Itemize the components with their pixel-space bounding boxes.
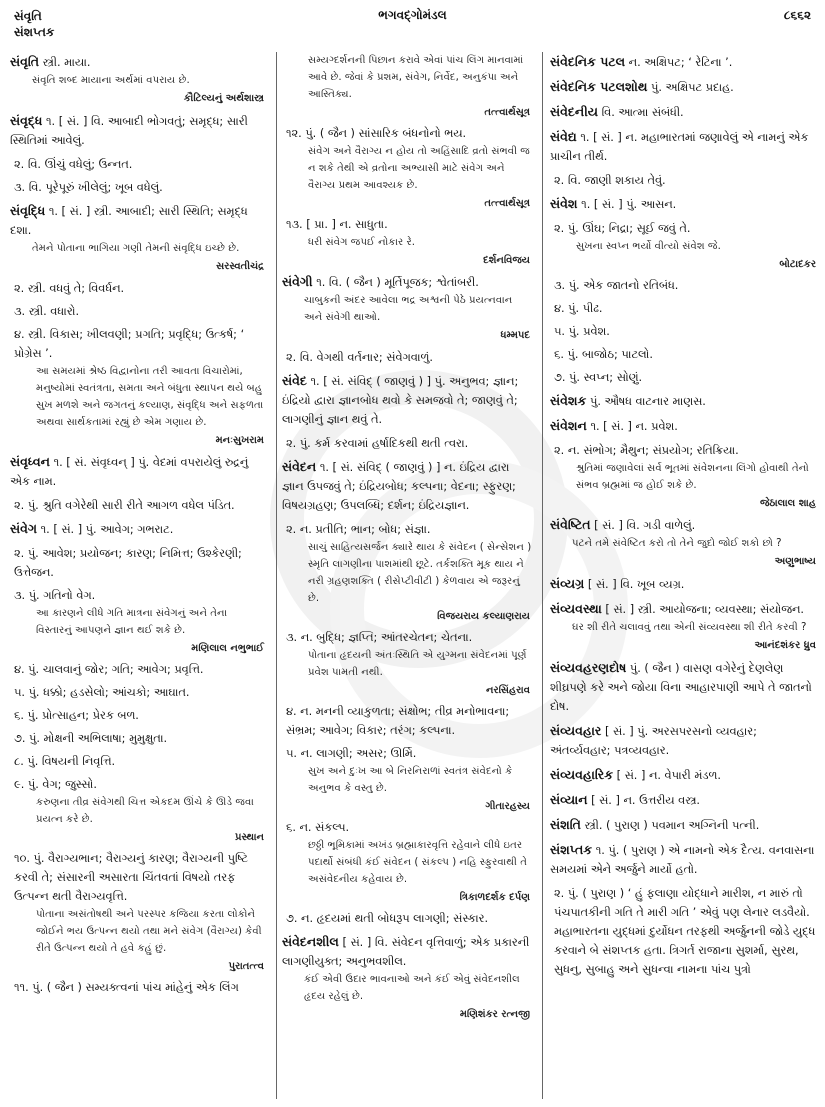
entry-sense (14, 325, 266, 448)
definition-text: પું. ( જૈન ) વાસણ વગેરેનું દેણલેણ શીઘ્રપણે કરે અને જોયા વિના આહારપાણી આપે તે જાતનો દોષ. (550, 662, 812, 713)
definition-text: ૧. [ સં. ] પું. આસન. (581, 198, 677, 211)
definition-text: ૧. [ સં. ] પું. આવેગ; ગભરાટ. (40, 523, 174, 536)
headword: સંવેષ્ટિત (550, 517, 591, 532)
dictionary-entry (550, 416, 818, 436)
dictionary-entry (550, 77, 818, 97)
headword: સંવેદન (282, 459, 317, 474)
entry-sense (14, 544, 266, 582)
dictionary-entry (282, 371, 532, 429)
dictionary-entry (550, 658, 818, 716)
headword: સંવેદનિક પટલશોથ (550, 79, 648, 94)
quote-source: મણિલાલ નભુભાઈ (191, 643, 264, 654)
example-quote: પોતાના અસંતોષથી અને પરસ્પર કજિયા કરતા લોકોને જોઈને ભય ઉત્પન્ન થયો તથા મને સંવેગ (વૈરાગ્ય) કેવી રીતે ઉત્પન્ન થયો તે હવે કહું છું. (36, 909, 262, 954)
column-3 (550, 52, 818, 1107)
example-quote: કરુણના તીવ્ર સંવેગથી ચિત્ત એકદમ ઊંચે કે ઊડે જવા પ્રયત્ન કરે છે. (36, 797, 254, 825)
definition-text: ૧. વિ. ( જૈન ) મૂર્તિપૂજક; શ્વેતાંબરી. (316, 276, 479, 289)
quote-source: ગીતારહસ્ય (485, 801, 530, 812)
quote-source: વિજયરાય કલ્યાણરાય (437, 611, 530, 622)
headword: સંવેગી (282, 274, 313, 289)
sense-definition: ૮. પું. વિષયની નિવૃત્તિ. (14, 755, 116, 768)
sense-definition: ૪. સ્ત્રી. વિકાસ; ખીલવણી; પ્રગતિ; પ્રવૃદ્ધિ; ઉત્કર્ષ; ‘ પ્રોગ્રેસ ’. (14, 328, 245, 360)
entry-sense (14, 279, 266, 298)
sense-definition: ૨. વિ. ઊંચું વધેલું; ઉન્નત. (14, 158, 133, 171)
headword: સંવ્યગ્ર (550, 576, 585, 591)
sense-definition: ૩. ન. બુદ્ધિ; જ્ઞપ્તિ; આંતરચેતન; ચેતના. (286, 631, 473, 644)
headword: સંવેશ (550, 196, 578, 211)
headword: સંવ્યાન (550, 792, 588, 807)
headword: સંશતિ (550, 817, 581, 832)
dictionary-entry (550, 790, 818, 810)
example-quote: સંવૃતિ શબ્દ માયાના અર્થમાં વપરાય છે. (32, 75, 190, 86)
entry-sense (286, 52, 532, 120)
sense-definition: ૧૨. પું. ( જૈન ) સાંસારિક બંધનોનો ભય. (286, 127, 467, 140)
column-1 (10, 52, 272, 1107)
sense-definition: ૨. પું. આવેશ; પ્રયોજન; કારણ; નિમિત્ત; ઉશ્કેરણી; ઉત્તેજન. (14, 547, 242, 579)
dictionary-entry (550, 391, 818, 411)
sense-definition: ૨. પું. ( પુરાણ ) ‘ હું ફલાણા યોદ્ધાને મારીશ, ન મારું તો પંચપાતકીની ગતિ તે મારી ગતિ ’ એવું પણ લેનાર લડવૈયો. મહાભારતના યુદ્ધમાં દુર્યોધન તરફથી અર્જુનની જોડે યુદ્ધ કરવાને બે સંશપ્તક હતા. ત્રિગર્ત રાજાના સુશર્મા, સુરથ, સુધનુ, સુબાહુ અને સુધન્વા નામના પાંચ પુત્રો (554, 887, 816, 976)
definition-text: ૧. [ સં. ] વિ. આબાદી ભોગવતું; સમૃદ્ધ; સારી સ્થિતિમાં આવેલું. (10, 115, 248, 147)
quote-source: બોટાદકર (779, 259, 816, 270)
headword: સંવેદનશીલ (282, 934, 339, 949)
sense-definition: ૨. પું. ઊંઘ; નિદ્રા; સૂઈ જવું તે. (554, 222, 691, 235)
dictionary-entry (550, 52, 818, 72)
entry-sense (14, 302, 266, 321)
example-quote: સમ્યગ્દર્શનની પિછાન કરાવે એવાં પાંચ લિંગ માનવામાં આવે છે. જેવાં કે પ્રશમ, સંવેગ, નિર્વેદ, અનુકંપા અને આસ્તિક્ય. (308, 55, 524, 100)
quote-source: પુરાતત્ત્વ (228, 961, 264, 972)
quote-source: અણુભાષ્ય (774, 556, 816, 567)
sense-definition: ૨. વિ. વેગથી વર્તનાર; સંવેગવાળું. (286, 351, 433, 364)
quote-source: ધમ્મપદ (500, 330, 530, 341)
definition-text: [ સં. ] ન. ઉત્તરીય વસ્ત્ર. (591, 794, 700, 807)
entry-sense (286, 702, 532, 740)
sense-definition: ૩. સ્ત્રી. વધારો. (14, 305, 80, 318)
entry-sense (14, 849, 266, 974)
quote-source: સરસ્વતીચંદ્ર (216, 261, 264, 272)
dictionary-entry (550, 102, 818, 122)
definition-text: ૧. પું. ( પુરાણ ) એ નામનો એક દૈત્ય. વનવાસના સમયમાં એને અર્જુને માર્યો હતો. (550, 844, 815, 876)
sense-definition: ૪. ન. મનની વ્યાકુળતા; સંક્ષોભ; તીવ્ર મનોભાવના; સંભ્રમ; આવેગ; વિકાર; તરંગ; કલ્પના. (286, 705, 510, 737)
sense-definition: ૨. ન. સંભોગ; મૈથુન; સંપ્રયોગ; રતિક્રિયા. (554, 444, 739, 457)
example-quote: શ્રુતિમાં જણાવેલાં સર્વ ભૂતમાં સંવેશનના લિંગો હોવાથી તેનો સંભવ બ્રહ્મમાં જ હોઈ શકે છે. (576, 463, 809, 491)
definition-text: ૧. [ સં. સંવૃધ્વન્ ] પું. વેદમાં વપરાયેલું રુદ્રનું એક નામ. (10, 456, 249, 488)
entry-sense (286, 124, 532, 211)
entry-sense (286, 818, 532, 905)
sense-definition: ૧૧. પું. ( જૈન ) સમ્યક્ત્વનાં પાંચ માંહેનું એક લિંગ (14, 981, 239, 994)
headword: સંવૃતિ (10, 54, 40, 69)
quote-source: મણિશંકર રત્નજી (459, 1009, 530, 1020)
definition-text: ૧. [ સં. સંવિદ્ ( જાણવું ) ] પું. અનુભવ; જ્ઞાન; ઇંદ્રિયો દ્વારા જ્ઞાનબોધ થવો કે સમજવો તે; જાણવું તે; લાગણીનું જ્ઞાન થવું તે. (282, 375, 519, 426)
sense-definition: ૭. પું. મોક્ષની અભિલાષા; મુમુક્ષુતા. (14, 732, 168, 745)
entry-sense (286, 434, 532, 453)
quote-source: મનઃસુખરામ (215, 435, 264, 446)
headword: સંવેદ (282, 373, 307, 388)
example-quote: પોતાના હૃદયની અંતઃસ્થિતિ એ યુગ્મના સંવેદનમાં પૂર્ણ પ્રવેશ પામતી નથી. (308, 650, 527, 678)
headword: સંવૃદ્ધિ (10, 203, 46, 218)
page-number: ૮૬૬૨ (783, 8, 811, 22)
dictionary-entry (282, 457, 532, 515)
sense-definition: ૬. પું. બાજોઠ; પાટલો. (554, 348, 653, 361)
entry-sense (14, 178, 266, 197)
column-2 (282, 52, 538, 1107)
entry-sense (286, 215, 532, 268)
entry-sense (14, 155, 266, 174)
sense-definition: ૬. ન. સંકલ્પ. (286, 821, 350, 834)
headword: સંવ્યવસ્થા (550, 601, 602, 616)
sense-definition: ૨. ન. પ્રતીતિ; ભાન; બોધ; સંજ્ઞા. (286, 523, 431, 536)
dictionary-entry (10, 519, 266, 539)
definition-text: વિ. આત્મા સંબંધી. (601, 106, 684, 119)
sense-definition: ૩. વિ. પૂરેપૂરું ખીલેલું; ખૂબ વધેલું. (14, 181, 163, 194)
example-quote: સાચું સાહિત્યસર્જન ક્યારે થાય કે સંવેદન ( સેન્સેશન ) સ્મૃતિ લાગણીના પાશમાંથી છૂટે. તર્કશક્તિ મૂક થાય ને નરી ગ્રહણશક્તિ ( રીસેપ્ટીવીટી ) કેળવાય એ જરૂરનું છે. (308, 542, 532, 604)
entry-sense (554, 322, 818, 341)
entry-sense (14, 729, 266, 748)
dictionary-entry (550, 574, 818, 594)
definition-text: [ સં. ] ન. વેપારી મંડળ. (616, 769, 721, 782)
sense-definition: ૭. પું. સ્વપ્ન; સોણું. (554, 371, 643, 384)
sense-definition: ૫. ન. લાગણી; અસર; ઊર્મિ. (286, 747, 417, 760)
quote-source: જેઠાલાલ શાહ (759, 498, 816, 509)
dictionary-entry (10, 201, 266, 274)
definition-text: ૧. [ સં. ] ન. મહાભારતમાં જણાવેલું એ નામનું એક પ્રાચીન તીર્થ. (550, 131, 809, 163)
entry-sense (554, 299, 818, 318)
definition-text: [ સં. ] સ્ત્રી. આયોજના; વ્યવસ્થા; સંયોજન. (605, 603, 804, 616)
entry-sense (286, 628, 532, 698)
definition-text: [ સં. ] વિ. સંવેદન વૃત્તિવાળું; એક પ્રકારની લાગણીયુક્ત; અનુભવશીલ. (282, 936, 530, 968)
quote-source: આનંદશંકર ધ્રુવ (754, 640, 816, 651)
definition-text: ૧. [ સં. ] ન. પ્રવેશ. (590, 420, 678, 433)
example-quote: સુખ અને દુઃખ આ બે નિરનિરાળાં સ્વતંત્ર સંવેદનો કે અનુભવ કે વસ્તુ છે. (308, 766, 513, 794)
quote-source: નરસિંહરાવ (486, 685, 530, 696)
entry-sense (286, 744, 532, 814)
dictionary-entry (282, 932, 532, 1022)
example-quote: આ સમયમાં શ્રેષ્ઠ વિદ્વાનોના તરી આવતા વિચારોમાં, મનુષ્યોમાં સ્વતંત્રતા, સમતા અને બંધુતા સ્થાપન થયે બહુ સુખ મળશે અને જગતનું કલ્યાણ, સંવૃદ્ધિ અને સફળતા અથવા સાર્થકતામાં રહ્યું છે એમ ગણાય છે. (36, 366, 264, 428)
entry-sense (286, 348, 532, 367)
example-quote: પટને તમે સંવેષ્ટિત કરો તો તેને જુદો જોઈ શકો છો ? (572, 538, 782, 549)
dictionary-entry (550, 599, 818, 653)
entry-sense (14, 660, 266, 679)
definition-text: પું. અક્ષિપટ પ્રદાહ. (651, 81, 734, 94)
entry-sense (14, 683, 266, 702)
headword: સંવેદ્ય (550, 129, 577, 144)
definition-text: [ સં. ] વિ. ગડી વાળેલું. (594, 519, 696, 532)
dictionary-entry (282, 272, 532, 343)
definition-text: ૧. [ સં. સંવિદ્ ( જાણવું ) ] ન. ઇંદ્રિય દ્વારા જ્ઞાન ઉપજવું તે; ઇંદ્રિયબોધ; કલ્પના; વેદના; સ્ફુરણ; વિષયગ્રહણ; ઉપલબ્ધિ; દર્શન; ઇંદ્રિયજ્ઞાન. (282, 461, 516, 512)
quote-source: ત્રિકાળદર્શક દર્પણ (459, 892, 530, 903)
dictionary-entry (550, 815, 818, 835)
entry-sense (554, 368, 818, 387)
definition-text: [ સં. ] પું. અરસપરસનો વ્યવહાર; અંતર્વ્યવહાર; પત્રવ્યવહાર. (550, 725, 757, 757)
definition-text: [ સં. ] વિ. ખૂબ વ્યગ્ર. (587, 578, 685, 591)
example-quote: ધરી સંવેગ જપઈ નોકાર રે. (308, 237, 415, 248)
dictionary-entry (550, 194, 818, 214)
definition-text: ન. અક્ષિપટ; ‘ રેટિના ’. (628, 56, 733, 69)
definition-text: ૧. [ સં. ] સ્ત્રી. આબાદી; સારી સ્થિતિ; સમૃદ્ધ દશા. (10, 205, 248, 237)
entry-sense (554, 276, 818, 295)
dictionary-entry (10, 52, 266, 106)
sense-definition: ૯. પું. વેગ; જુસ્સો. (14, 778, 97, 791)
dictionary-entry (550, 515, 818, 569)
example-quote: કંઈ એવી ઉદાર ભાવનાઓ અને કંઈ એવું સંવેદનશીલ હૃદય રહેલું છે. (304, 974, 520, 1002)
dictionary-entry (550, 721, 818, 760)
dictionary-title: ભગવદ્ગોમંડલ (378, 8, 447, 22)
entry-sense (14, 752, 266, 771)
quote-source: દર્શનવિજય (483, 255, 530, 266)
example-quote: સંવેગ અને વૈરાગ્ય ન હોય તો અહિંસાદિ વ્રતો સંભવી જ ન શકે તેથી એ વ્રતોના અભ્યાસી માટે સંવેગ અને વૈરાગ્ય પ્રથમ આવશ્યક છે. (308, 146, 530, 191)
headword: સંવેશક (550, 393, 587, 408)
sense-definition: ૨. સ્ત્રી. વધવું તે; વિવર્ધન. (14, 282, 125, 295)
sense-definition: ૩. પું. ગતિનો વેગ. (14, 589, 96, 602)
entry-sense (14, 496, 266, 515)
sense-definition: ૪. પું. ચાલવાનું જોર; ગતિ; આવેગ; પ્રવૃત્તિ. (14, 663, 204, 676)
sense-definition: ૬. પું. પ્રોત્સાહન; પ્રેરક બળ. (14, 709, 139, 722)
sense-definition: ૭. ન. હૃદયમાં થતી બોધરૂપ લાગણી; સંસ્કાર. (286, 912, 489, 925)
sense-definition: ૪. પું. પીઢ. (554, 302, 603, 315)
quote-source: કૌટિલ્યનું અર્થશાસ્ત્ર (183, 93, 264, 104)
sense-definition: ૫. પું. પ્રવેશ. (554, 325, 610, 338)
entry-sense (554, 884, 818, 979)
quote-source: તત્ત્વાર્થસૂત્ર (484, 107, 530, 118)
headword: સંવેદનીય (550, 104, 599, 119)
sense-definition: ૫. પું. ધક્કો; હડસેલો; આંચકો; આઘાત. (14, 686, 190, 699)
dictionary-entry (10, 111, 266, 150)
example-quote: સુખના સ્વપ્ન ભર્યો વીત્યો સંવેશ જે. (576, 241, 721, 252)
sense-definition: ૨. પું. શ્રુતિ વગેરેથી સારી રીતે આગળ વધેલ પંડિત. (14, 499, 235, 512)
page-header (0, 0, 825, 52)
sense-definition: ૧૦. પું. વૈરાગ્યભાન; વૈરાગ્યનું કારણ; વૈરાગ્યની પુષ્ટિ કરવી તે; સંસારની અસારતા ચિંતવતાં વિષયો તરફ ઉત્પન્ન થતી વૈરાગ્યવૃત્તિ. (14, 852, 248, 903)
entry-sense (554, 345, 818, 364)
definition-text: પું. ઔષધ વાટનાર માણસ. (589, 395, 706, 408)
dictionary-entry (550, 765, 818, 785)
quote-source: પ્રસ્થાન (234, 832, 264, 843)
headword: સંવૃધ્વન (10, 454, 50, 469)
headword: સંવેશન (550, 418, 587, 433)
entry-sense (554, 219, 818, 272)
dictionary-entry (550, 840, 818, 879)
dictionary-entry (550, 127, 818, 166)
sense-definition: ૨. પું. કર્મ કરવામાં હર્ષાદિકથી થતી ત્વરા. (286, 437, 469, 450)
guide-word-first: સંવૃતિ (14, 9, 42, 23)
quote-source: તત્ત્વાર્થસૂત્ર (484, 198, 530, 209)
sense-definition: ૧૩. [ પ્રા. ] ન. સાધુતા. (286, 218, 388, 231)
column-divider (276, 52, 277, 1099)
entry-sense (554, 171, 818, 190)
entry-sense (14, 775, 266, 845)
definition-text: સ્ત્રી. ( પુરાણ ) પવમાન અગ્નિની પત્ની. (584, 819, 760, 832)
sense-definition: ૨. વિ. જાણી શકાય તેવું. (554, 174, 666, 187)
entry-sense (286, 909, 532, 928)
headword: સંવેગ (10, 521, 38, 536)
headword: સંવેદનિક પટલ (550, 54, 626, 69)
entry-sense (554, 441, 818, 511)
entry-sense (14, 978, 266, 997)
headword: સંવ્યવહારિક (550, 767, 614, 782)
sense-definition: ૩. પું. એક જાતનો રતિબંધ. (554, 279, 679, 292)
example-quote: ઘર શી રીતે ચલાવવું તથા એની સંવ્યવસ્થા શી રીતે કરવી ? (572, 622, 807, 633)
headword: સંવ્યવહાર (550, 723, 602, 738)
headword: સંવૃદ્ધ (10, 113, 43, 128)
definition-text: સ્ત્રી. માયા. (42, 56, 91, 69)
example-quote: તેમને પોતાના ભાગિયા ગણી તેમની સંવૃદ્ધિ ઇચ્છે છે. (32, 243, 240, 254)
guide-word-last: સંશપ્તક (14, 25, 55, 39)
example-quote: ચાબુકની અંદર આવેલા ભદ્ર અશ્વની પેઠે પ્રયત્નવાન અને સંવેગી થાઓ. (304, 295, 513, 323)
entry-sense (14, 586, 266, 656)
entry-sense (14, 706, 266, 725)
entry-sense (286, 520, 532, 624)
headword: સંવ્યવહરણદોષ (550, 660, 627, 675)
dictionary-entry (10, 452, 266, 491)
column-divider (542, 52, 543, 1099)
example-quote: આ કારણને લીધે ગતિ માત્રના સંવેગનું અને તેના વિસ્તારનું આપણને જ્ઞાન થઈ શકે છે. (36, 608, 228, 636)
headword: સંશપ્તક (550, 842, 593, 857)
example-quote: છઠ્ઠી ભૂમિકામાં અખંડ બ્રહ્માકારવૃત્તિ રહેવાને લીધે ઇતર પદાર્થો સંબંધી કંઈ સંવેદન ( સંકલ્પ ) નહિ સ્ફુરવાથી તે અસંવેદનીય કહેવાય છે. (308, 840, 527, 885)
